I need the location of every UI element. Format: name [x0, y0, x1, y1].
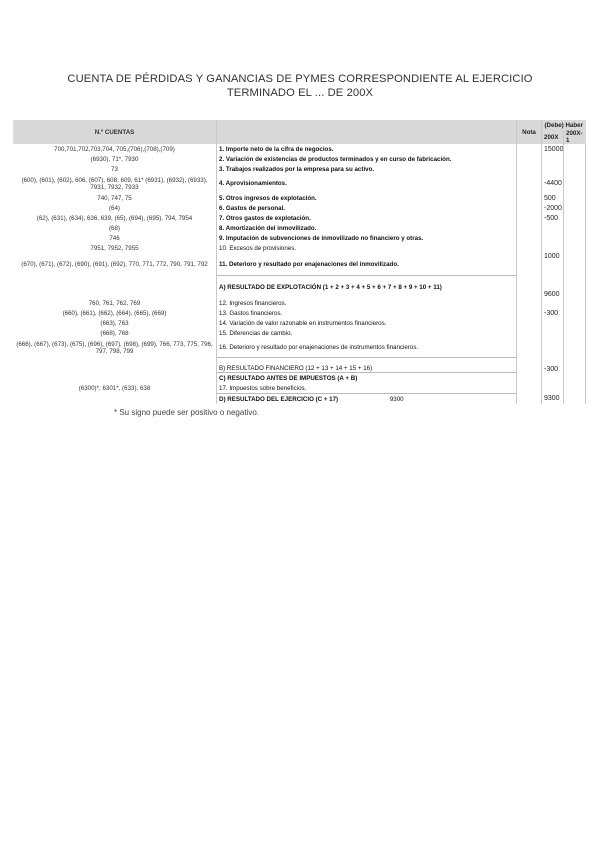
row-nota — [517, 383, 542, 394]
row-nota — [517, 298, 542, 308]
row-nota — [517, 193, 542, 203]
table-row — [13, 164, 586, 174]
row-nota — [517, 358, 542, 373]
row-value-prev — [564, 394, 586, 405]
row-value-prev — [564, 243, 586, 253]
row-value — [542, 154, 564, 164]
row-value-prev — [564, 213, 586, 223]
row-concept: 15. Diferencias de cambio. — [217, 328, 517, 338]
table-row — [13, 276, 586, 299]
row-nota — [517, 154, 542, 164]
row-accounts: 73 — [111, 165, 118, 173]
row-value: -4400 — [542, 174, 564, 193]
row-accounts: 7951, 7952, 7955 — [90, 244, 139, 252]
row-nota — [517, 223, 542, 233]
row-accounts: (62), (631), (634), 636, 639, (65), (694), (695), 794, 7954 — [36, 214, 193, 222]
table-row — [13, 298, 586, 308]
row-nota — [517, 203, 542, 213]
table-row — [13, 318, 586, 328]
row-value-prev — [564, 318, 586, 328]
row-value-prev — [564, 276, 586, 299]
row-concept: 5. Otros ingresos de explotación. — [217, 193, 517, 203]
row-concept-text: D) RESULTADO DEL EJERCICIO (C + 17) — [219, 395, 339, 403]
row-nota — [517, 213, 542, 223]
row-accounts: (666), (667), (673), (675), (696), (697), (698), (699), 766, 773, 775, 796, 797, 798, 799 — [16, 340, 213, 355]
year-prev-header: 200X-1 — [564, 130, 586, 144]
row-concept: 11. Deterioro y resultado por enajenaciones del inmovilizado. — [217, 253, 517, 276]
row-value — [542, 383, 564, 394]
row-nota — [517, 233, 542, 243]
table-row — [13, 394, 586, 405]
row-value-prev — [564, 373, 586, 384]
row-accounts: 700,701,702,703,704, 705,(706),(708),(709) — [54, 145, 175, 153]
table-row — [13, 243, 586, 253]
row-concept: C) RESULTADO ANTES DE IMPUESTOS (A + B) — [217, 373, 517, 384]
row-concept: 3. Trabajos realizados por la empresa para su activo. — [217, 164, 517, 174]
row-accounts — [13, 276, 217, 299]
row-accounts: (6930), 71*, 7930 — [90, 155, 139, 163]
row-concept: 8. Amortización del inmovilizado. — [217, 223, 517, 233]
table-row — [13, 154, 586, 164]
row-value — [542, 338, 564, 358]
row-value — [542, 318, 564, 328]
row-value: 9300 — [542, 394, 564, 405]
row-value — [542, 164, 564, 174]
footnote: * Su signo puede ser positivo o negativo. — [114, 408, 259, 417]
row-value: 500 — [542, 193, 564, 203]
row-value: -300 — [542, 358, 564, 373]
table-row — [13, 233, 586, 243]
row-value: -2000 — [542, 203, 564, 213]
row-accounts: (668), 768 — [100, 329, 129, 337]
row-value — [542, 373, 564, 384]
row-value: -500 — [542, 213, 564, 223]
row-nota — [517, 164, 542, 174]
accounts-header: N.º CUENTAS — [13, 120, 217, 144]
row-concept: 16. Deterioro y resultado por enajenaciones de instrumentos financieros. — [217, 338, 517, 358]
row-nota — [517, 174, 542, 193]
row-value-prev — [564, 383, 586, 394]
row-concept: 10. Excesos de provisiones. — [217, 243, 517, 253]
title-line-1: CUENTA DE PÉRDIDAS Y GANANCIAS DE PYMES CORRESPONDIENTE AL EJERCICIO — [67, 73, 533, 85]
row-nota — [517, 144, 542, 154]
row-concept: 1. Importe neto de la cifra de negocios. — [217, 144, 517, 154]
row-nota — [517, 328, 542, 338]
row-accounts — [13, 373, 217, 384]
row-accounts: (600), (601), (602), 606, (607), 608, 609, 61* (6931), (6932), (6933), 7931, 7932, 7933 — [21, 176, 208, 191]
row-nota — [517, 276, 542, 299]
row-accounts: (660), (661), (662), (664), (665), (669) — [62, 309, 167, 317]
row-nota — [517, 373, 542, 384]
income-statement-table — [13, 120, 586, 404]
row-value: 1000 — [542, 253, 564, 276]
row-concept: A) RESULTADO DE EXPLOTACIÓN (1 + 2 + 3 + 4 + 5 + 6 + 7 + 8 + 9 + 10 + 11) — [217, 276, 517, 299]
row-value-prev — [564, 223, 586, 233]
debe-haber-header: (Debe) Haber — [542, 120, 586, 130]
year-current-header: 200X — [542, 130, 564, 144]
concept-header — [217, 120, 517, 144]
row-concept: 7. Otros gastos de explotación. — [217, 213, 517, 223]
row-nota — [517, 338, 542, 358]
row-accounts: (663), 763 — [100, 319, 129, 327]
row-accounts: (64) — [108, 204, 120, 212]
row-accounts: (68) — [108, 224, 120, 232]
table-row — [13, 383, 586, 394]
row-accounts: 740, 747, 75 — [97, 194, 132, 202]
row-nota — [517, 394, 542, 405]
table-row — [13, 223, 586, 233]
table-header-row-1 — [13, 120, 586, 130]
row-accounts — [13, 358, 217, 373]
row-value-prev — [564, 193, 586, 203]
row-concept: 17. Impuestos sobre beneficios. — [217, 383, 517, 394]
row-value-prev — [564, 164, 586, 174]
table-row — [13, 193, 586, 203]
table-row — [13, 253, 586, 276]
row-value: 15000 — [542, 144, 564, 154]
row-concept: 12. Ingresos financieros. — [217, 298, 517, 308]
row-value-prev — [564, 174, 586, 193]
row-nota — [517, 308, 542, 318]
table-row — [13, 213, 586, 223]
row-concept: 2. Variación de existencias de productos terminados y en curso de fabricación. — [217, 154, 517, 164]
row-concept: B) RESULTADO FINANCIERO (12 + 13 + 14 + 15 + 16) — [217, 358, 517, 373]
row-concept: 14. Variación de valor razonable en instrumentos financieros. — [217, 318, 517, 328]
title-line-2: TERMINADO EL ... DE 200X — [226, 87, 374, 99]
row-accounts — [13, 394, 217, 405]
nota-header: Nota — [517, 120, 542, 144]
row-value-prev — [564, 358, 586, 373]
row-value — [542, 328, 564, 338]
row-accounts: (6300)*, 6301*, (633), 638 — [78, 384, 151, 392]
table-row — [13, 203, 586, 213]
table-row — [13, 174, 586, 193]
row-nota — [517, 253, 542, 276]
row-value-prev — [564, 298, 586, 308]
row-nota — [517, 243, 542, 253]
row-concept: 9. Imputación de subvenciones de inmovilizado no financiero y otras. — [217, 233, 517, 243]
row-value-prev — [564, 203, 586, 213]
table-row — [13, 338, 586, 358]
row-accounts: (670), (671), (672), (690), (691), (692), 770, 771, 772, 790, 791, 792 — [21, 260, 208, 268]
row-value: 9600 — [542, 276, 564, 299]
row-nota — [517, 318, 542, 328]
row-value: -300 — [542, 308, 564, 318]
table-row — [13, 144, 586, 154]
row-inline-value: 9300 — [389, 395, 404, 403]
row-concept — [217, 394, 517, 405]
row-value-prev — [564, 338, 586, 358]
table-row — [13, 373, 586, 384]
row-accounts: 746 — [109, 234, 120, 242]
row-concept: 13. Gastos financieros. — [217, 308, 517, 318]
row-concept: 6. Gastos de personal. — [217, 203, 517, 213]
row-value-prev — [564, 154, 586, 164]
row-value-prev — [564, 328, 586, 338]
row-value-prev — [564, 144, 586, 154]
table-row — [13, 308, 586, 318]
row-value — [542, 233, 564, 243]
row-value-prev — [564, 308, 586, 318]
table-row — [13, 358, 586, 373]
page-title — [40, 72, 560, 100]
row-value-prev — [564, 233, 586, 243]
row-accounts: 760, 761, 762, 769 — [88, 299, 141, 307]
row-value — [542, 243, 564, 253]
table-row — [13, 328, 586, 338]
row-value — [542, 298, 564, 308]
row-concept: 4. Aprovisionamientos. — [217, 174, 517, 193]
row-value-prev — [564, 253, 586, 276]
row-value — [542, 223, 564, 233]
